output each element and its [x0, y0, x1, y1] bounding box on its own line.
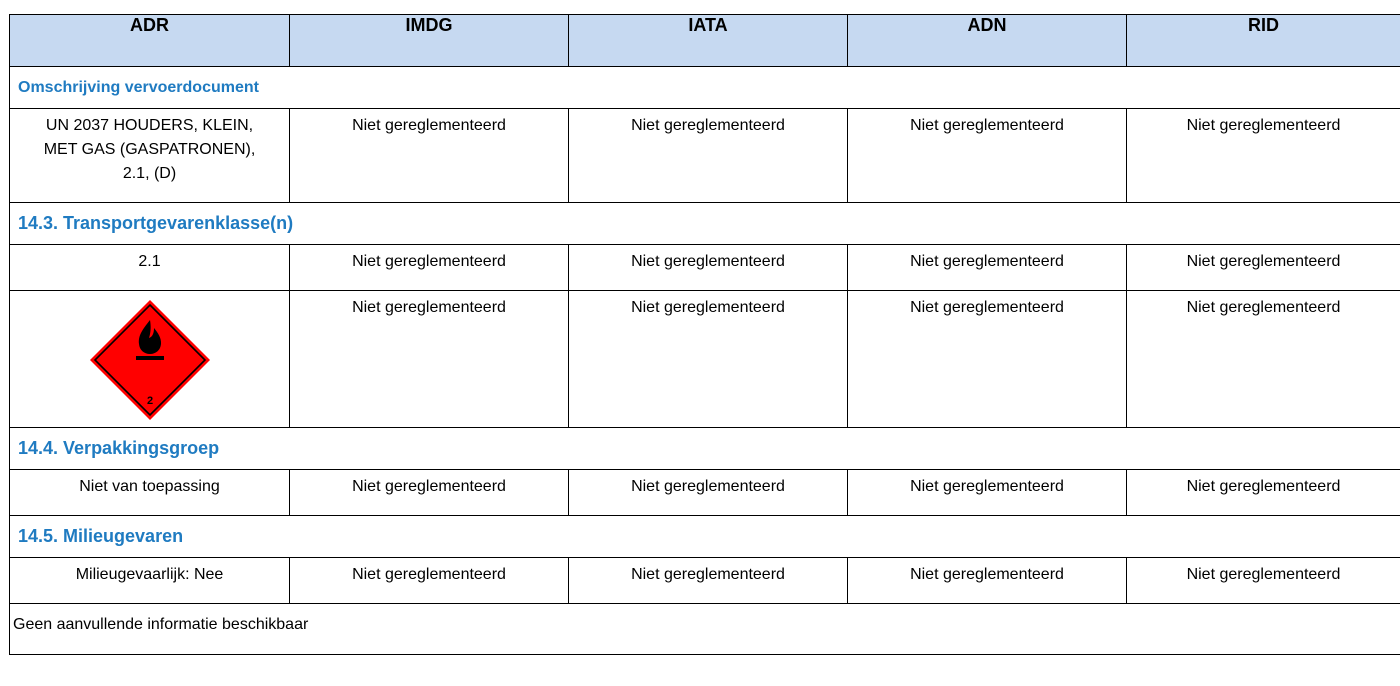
header-rid: RID	[1127, 15, 1400, 67]
environment-imdg: Niet gereglementeerd	[290, 558, 569, 604]
pictogram-adn: Niet gereglementeerd	[848, 291, 1127, 428]
description-adn: Niet gereglementeerd	[848, 109, 1127, 203]
header-adr: ADR	[10, 15, 290, 67]
transport-info-table	[9, 14, 1400, 655]
pictogram-rid: Niet gereglementeerd	[1127, 291, 1400, 428]
packing-imdg: Niet gereglementeerd	[290, 470, 569, 516]
environment-rid: Niet gereglementeerd	[1127, 558, 1400, 604]
description-rid: Niet gereglementeerd	[1127, 109, 1400, 203]
section-row-description	[10, 67, 1400, 109]
class-row	[10, 245, 1400, 291]
footer-row	[10, 604, 1400, 655]
pictogram-imdg: Niet gereglementeerd	[290, 291, 569, 428]
description-imdg: Niet gereglementeerd	[290, 109, 569, 203]
header-row	[10, 15, 1400, 67]
class-iata: Niet gereglementeerd	[569, 245, 848, 291]
pictogram-adr	[10, 291, 290, 428]
environment-iata: Niet gereglementeerd	[569, 558, 848, 604]
class-rid: Niet gereglementeerd	[1127, 245, 1400, 291]
header-adn: ADN	[848, 15, 1127, 67]
header-imdg: IMDG	[290, 15, 569, 67]
packing-row	[10, 470, 1400, 516]
packing-adr: Niet van toepassing	[10, 470, 290, 516]
section-row-environment	[10, 516, 1400, 558]
packing-iata: Niet gereglementeerd	[569, 470, 848, 516]
section-title-description: Omschrijving vervoerdocument	[10, 67, 1400, 109]
environment-adr: Milieugevaarlijk: Nee	[10, 558, 290, 604]
environment-adn: Niet gereglementeerd	[848, 558, 1127, 604]
class-adr: 2.1	[10, 245, 290, 291]
description-adr: UN 2037 HOUDERS, KLEIN, MET GAS (GASPATRONEN), 2.1, (D)	[10, 109, 290, 203]
section-title-packing: 14.4. Verpakkingsgroep	[10, 428, 1400, 470]
class-adn: Niet gereglementeerd	[848, 245, 1127, 291]
environment-row	[10, 558, 1400, 604]
packing-rid: Niet gereglementeerd	[1127, 470, 1400, 516]
header-iata: IATA	[569, 15, 848, 67]
section-title-environment: 14.5. Milieugevaren	[10, 516, 1400, 558]
hazard-class-label: 2	[146, 395, 153, 407]
section-row-class	[10, 203, 1400, 245]
packing-adn: Niet gereglementeerd	[848, 470, 1127, 516]
class-imdg: Niet gereglementeerd	[290, 245, 569, 291]
section-row-packing	[10, 428, 1400, 470]
section-title-class: 14.3. Transportgevarenklasse(n)	[10, 203, 1400, 245]
footer-note: Geen aanvullende informatie beschikbaar	[10, 604, 1400, 655]
pictogram-row	[10, 291, 1400, 428]
flammable-gas-hazard-icon	[88, 298, 212, 422]
pictogram-iata: Niet gereglementeerd	[569, 291, 848, 428]
description-row	[10, 109, 1400, 203]
description-iata: Niet gereglementeerd	[569, 109, 848, 203]
